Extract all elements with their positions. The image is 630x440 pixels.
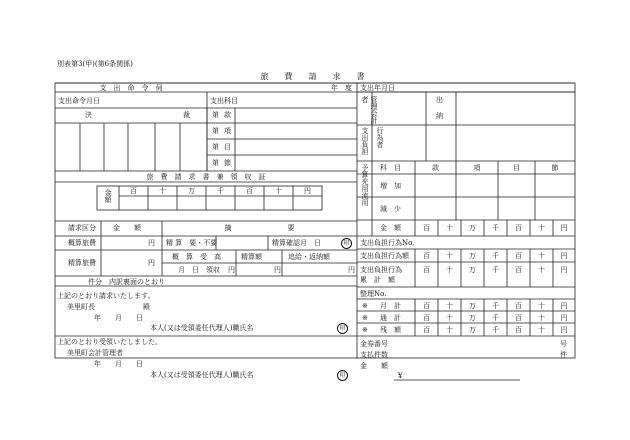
- ledger-unit: 万: [469, 314, 476, 322]
- receive-date: 年 月 日: [94, 360, 143, 368]
- receive-line: 上記のとおり受領いたしました。: [57, 338, 162, 346]
- decision-label: 決: [85, 111, 92, 119]
- burden-unit: 百: [423, 252, 430, 260]
- budget-unit: 百: [515, 224, 522, 232]
- ledger-unit: 十: [446, 326, 453, 334]
- burden-unit: 円: [560, 252, 568, 260]
- ledger-unit: 十: [446, 302, 453, 310]
- burden-col-left: 支出負担: [361, 127, 369, 155]
- ledger-unit: 十: [538, 302, 545, 310]
- ledger-mark: ※: [362, 314, 368, 322]
- ledger-label: 残 額: [380, 326, 401, 334]
- budget-unit: 円: [560, 224, 568, 232]
- burden-unit: 万: [469, 266, 476, 274]
- budget-unit: 百: [423, 224, 430, 232]
- kan-label: 款: [224, 111, 231, 119]
- expense-subject-label: 支出科目: [210, 97, 238, 105]
- ledger-unit: 百: [423, 302, 430, 310]
- ledger-unit: 百: [515, 302, 522, 310]
- budget-side-label: 予算充用流用: [361, 164, 369, 206]
- seiri-no: 整理No.: [360, 290, 387, 298]
- burden-unit: 百: [515, 252, 522, 260]
- ledger-unit: 千: [492, 314, 499, 322]
- seal-icon: 印: [337, 370, 348, 381]
- yen-sign: ¥: [398, 372, 403, 380]
- receipt-amount-label: 金額: [104, 189, 112, 203]
- seisan-date: 月 日: [300, 239, 321, 247]
- dai-kan: 第: [212, 111, 219, 119]
- seal-icon: 印: [341, 238, 352, 249]
- dai-kou: 第: [212, 127, 219, 135]
- burden-unit: 円: [560, 266, 568, 274]
- request-line: 上記のとおり請求いたします。: [57, 292, 155, 300]
- ledger-unit: 万: [469, 302, 476, 310]
- voucher-go: 号: [560, 340, 567, 348]
- burden-unit: 十: [446, 252, 453, 260]
- budget-unit: 十: [538, 224, 545, 232]
- dono-label: 殿: [143, 303, 150, 311]
- ledger-unit: 千: [492, 326, 499, 334]
- seisan-kakunin: 精算確認: [272, 239, 300, 247]
- seisan-yofuyo: 精 算 要・不要: [166, 239, 218, 247]
- ledger-unit: 百: [515, 326, 522, 334]
- burden-unit: 百: [423, 266, 430, 274]
- ledger-label: 月 計: [380, 302, 401, 310]
- receive-signer: 本人(又は受領委任代理人)職氏名: [150, 371, 254, 379]
- budget-unit: 万: [469, 224, 476, 232]
- mayor-label: 美里町長: [67, 303, 95, 311]
- kou-label: 項: [224, 127, 231, 135]
- burden-amount: 支出負担行為額: [360, 252, 409, 260]
- stamp-shutsu: 出: [436, 96, 443, 104]
- ledger-unit: 十: [538, 326, 545, 334]
- receipt-unit: 十: [159, 187, 166, 195]
- advance-label: 概算旅費: [68, 239, 96, 247]
- category-header: 請求区分: [68, 224, 96, 232]
- col-moku: 目: [513, 164, 520, 172]
- payment-count-unit: 件: [560, 351, 567, 359]
- budget-unit: 十: [446, 224, 453, 232]
- budget-kingaku: 金 額: [380, 224, 401, 232]
- ledger-unit: 百: [423, 326, 430, 334]
- moku-label: 目: [224, 143, 231, 151]
- tsuikyu: 追給・返納額: [288, 253, 330, 261]
- ledger-unit: 万: [469, 326, 476, 334]
- burden-unit: 十: [446, 266, 453, 274]
- col-kan: 款: [432, 164, 439, 172]
- voucher-no: 金券番号: [360, 340, 388, 348]
- month-day-receipt: 月 日 領収: [178, 266, 220, 274]
- dai-setsu: 第: [212, 159, 219, 167]
- fiscal-year-label: 年 度: [331, 84, 352, 92]
- budget-item-label: 支 出 命 令 伺: [99, 84, 163, 92]
- ledger-mark: ※: [362, 326, 368, 334]
- burden-unit: 千: [492, 252, 499, 260]
- stamp-nou: 納: [436, 112, 443, 120]
- payment-count: 支払件数: [360, 351, 388, 359]
- ledger-unit: 百: [423, 314, 430, 322]
- items-note: 件分 内訳裏面のとおり: [88, 278, 165, 286]
- ledger-unit: 百: [515, 314, 522, 322]
- order-date-label: 支出命令月日: [58, 97, 100, 105]
- burden-cumulative-b: 累 計 額: [360, 276, 395, 284]
- burden-unit: 十: [538, 252, 545, 260]
- receipt-unit: 百: [246, 187, 253, 195]
- dai-moku: 第: [212, 143, 219, 151]
- burden-cumulative-a: 支出負担行為: [360, 266, 402, 274]
- genshou-label: 減 少: [380, 205, 401, 213]
- ledger-unit: 円: [560, 302, 568, 310]
- burden-unit: 万: [469, 252, 476, 260]
- burden-col-right: 行為者: [376, 127, 384, 148]
- ledger-unit: 十: [538, 314, 545, 322]
- burden-no: 支出負担行為No.: [360, 239, 415, 247]
- ledger-unit: 千: [492, 302, 499, 310]
- yen-1: 円: [228, 266, 235, 274]
- ledger-unit: 十: [446, 314, 453, 322]
- burden-unit: 百: [515, 266, 522, 274]
- receive-accountant: 美里町会計管理者: [67, 349, 123, 357]
- col-kou: 項: [473, 164, 481, 172]
- col-kamoku: 科 目: [380, 164, 401, 172]
- seal-icon: 印: [337, 323, 348, 334]
- advance-yen: 円: [148, 239, 155, 247]
- burden-unit: 十: [538, 266, 545, 274]
- ledger-unit: 円: [560, 314, 568, 322]
- receipt-unit: 万: [188, 187, 195, 195]
- form-title: 旅 費 請 求 書: [260, 72, 365, 81]
- request-date: 年 月 日: [94, 314, 143, 322]
- accountant-label-a: 管理会計者: [361, 96, 378, 124]
- budget-unit: 千: [492, 224, 499, 232]
- settle-yen: 円: [148, 259, 155, 267]
- receipt-unit: 円: [304, 187, 311, 195]
- summary-header: 摘 要: [224, 224, 295, 232]
- payment-date-label: 支出年月日: [360, 84, 395, 92]
- ledger-unit: 円: [560, 326, 568, 334]
- approval-label: 裁: [183, 111, 190, 119]
- amount-header: 金 額: [113, 224, 141, 232]
- request-signer: 本人(又は受領委任代理人)職氏名: [150, 324, 254, 332]
- yen-2: 円: [274, 266, 281, 274]
- voucher-amount: 金 額: [360, 362, 388, 370]
- ledger-label: 通 計: [380, 314, 401, 322]
- form-number: 別表第3(甲)(第6条関係): [57, 60, 133, 68]
- setsu-label: 節: [224, 159, 231, 167]
- receipt-title: 旅 費 請 求 書 兼 領 収 証: [146, 173, 266, 181]
- gaisan-juko: 概 算 受 高: [172, 253, 221, 261]
- receipt-unit: 千: [217, 187, 224, 195]
- col-setsu: 節: [551, 164, 559, 172]
- zouka-label: 増 加: [380, 182, 401, 190]
- burden-unit: 千: [492, 266, 499, 274]
- ledger-mark: ※: [362, 302, 368, 310]
- settle-label: 精算旅費: [68, 259, 96, 267]
- receipt-unit: 十: [275, 187, 282, 195]
- seisan-gaku: 精算額: [241, 253, 262, 261]
- yen-3: 円: [348, 266, 355, 274]
- receipt-unit: 百: [130, 187, 137, 195]
